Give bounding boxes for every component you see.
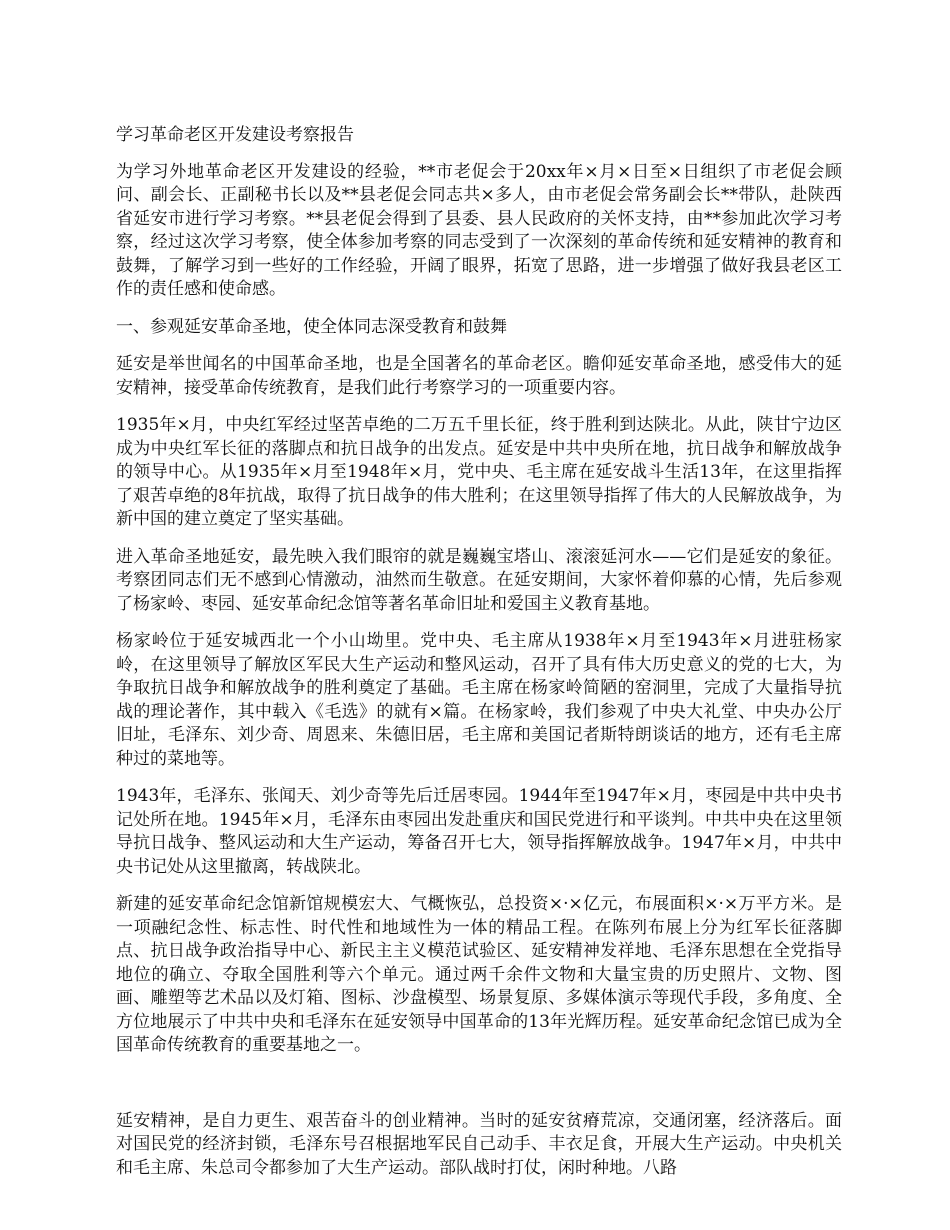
document-body — [116, 124, 842, 1194]
paragraph-memorial-hall: 新建的延安革命纪念馆新馆规模宏大、气概恢弘，总投资×·×亿元，布展面积×·×万平方米。是一项融纪念性、标志性、时代性和地域性为一体的精品工程。在陈列布展上分为红军长征落脚点、抗日战争政治指导中心、新民主主义模范试验区、延安精神发祥地、毛泽东思想在全党指导地位的确立、夺取全国胜利等六个单元。通过两千余件文物和大量宝贵的历史照片、文物、图画、雕塑等艺术品以及灯箱、图标、沙盘模型、场景复原、多媒体演示等现代手段，多角度、全方位地展示了中共中央和毛泽东在延安领导中国革命的13年光辉历程。延安革命纪念馆已成为全国革命传统教育的重要基地之一。 — [116, 894, 842, 1055]
paragraph-yanan-spirit: 延安精神，是自力更生、艰苦奋斗的创业精神。当时的延安贫瘠荒凉，交通闭塞，经济落后。面对国民党的经济封锁，毛泽东号召根据地军民自己动手、丰衣足食，开展大生产运动。中央机关和毛主席、朱总司令都参加了大生产运动。部队战时打仗，闲时种地。八路 — [116, 1110, 842, 1178]
document-title: 学习革命老区开发建设考察报告 — [116, 125, 354, 145]
paragraph-zaoyuan: 1943年，毛泽东、张闻天、刘少奇等先后迁居枣园。1944年至1947年×月，枣园是中共中央书记处所在地。1945年×月，毛泽东由枣园出发赴重庆和国民党进行和平谈判。中共中央在这里领导抗日战争、整风运动和大生产运动，筹备召开七大，领导指挥解放战争。1947年×月，中共中央书记处从这里撤离，转战陕北。 — [116, 786, 842, 877]
section-gap — [116, 1072, 842, 1110]
intro-paragraph: 为学习外地革命老区开发建设的经验，**市老促会于20xx年×月×日至×日组织了市老促会顾问、副会长、正副秘书长以及**县老促会同志共×多人，由市老促会常务副会长**带队，赴陕西省延安市进行学习考察。**县老促会得到了县委、县人民政府的关怀支持，由**参加此次学习考察，经过这次学习考察，使全体参加考察的同志受到了一次深刻的革命传统和延安精神的教育和鼓舞，了解学习到一些好的工作经验，开阔了眼界，拓宽了思路，进一步增强了做好我县老区工作的责任感和使命感。 — [116, 161, 842, 299]
paragraph-yanan-holy-land: 延安是举世闻名的中国革命圣地，也是全国著名的革命老区。瞻仰延安革命圣地，感受伟大的延安精神，接受革命传统教育，是我们此行考察学习的一项重要内容。 — [116, 354, 842, 398]
paragraph-1935-history: 1935年×月，中央红军经过坚苦卓绝的二万五千里长征，终于胜利到达陕北。从此，陕甘宁边区成为中央红军长征的落脚点和抗日战争的出发点。延安是中共中央所在地，抗日战争和解放战争的领导中心。从1935年×月至1948年×月，党中央、毛主席在延安战斗生活13年，在这里指挥了艰苦卓绝的8年抗战，取得了抗日战争的伟大胜利；在这里领导指挥了伟大的人民解放战争，为新中国的建立奠定了坚实基础。 — [116, 415, 842, 529]
paragraph-entering-yanan: 进入革命圣地延安，最先映入我们眼帘的就是巍巍宝塔山、滚滚延河水——它们是延安的象征。考察团同志们无不感到心情激动，油然而生敬意。在延安期间，大家怀着仰慕的心情，先后参观了杨家岭、枣园、延安革命纪念馆等著名革命旧址和爱国主义教育基地。 — [116, 546, 842, 614]
paragraph-yangjialing: 杨家岭位于延安城西北一个小山坳里。党中央、毛主席从1938年×月至1943年×月进驻杨家岭，在这里领导了解放区军民大生产运动和整风运动，召开了具有伟大历史意义的党的七大，为争取抗日战争和解放战争的胜利奠定了基础。毛主席在杨家岭简陋的窑洞里，完成了大量指导抗战的理论著作，其中载入《毛选》的就有×篇。在杨家岭，我们参观了中央大礼堂、中央办公厅旧址，毛泽东、刘少奇、周恩来、朱德旧居，毛主席和美国记者斯特朗谈话的地方，还有毛主席种过的菜地等。 — [116, 631, 842, 769]
section-heading-1: 一、参观延安革命圣地，使全体同志深受教育和鼓舞 — [116, 316, 507, 337]
